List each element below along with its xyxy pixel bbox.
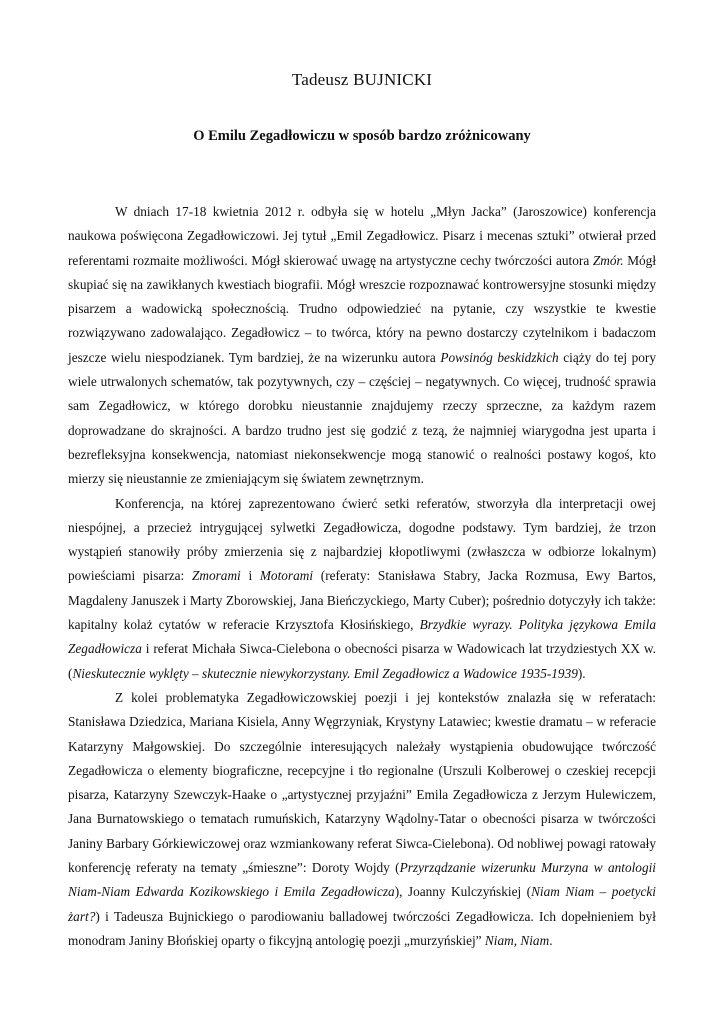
text-run: . xyxy=(549,932,553,948)
text-run: Z kolei problematyka Zegadłowiczowskiej poezji i jej kontekstów znalazła się w referatach: Stanisława Dziedzica, Mariana Kisiela, Anny Węgrzyniak, Krystyny Latawiec; kwestie dramatu – w referacie Katarzyny Małgowskiej. Do szczególnie interesujących należały wystąpienia obudowujące twórczość Zegadłowicza o elementy biograficzne, recepcyjne i tło regionalne (Urszuli Kolberowej o czeskiej recepcji pisarza, Katarzyny Szewczyk-Haake o „artystycznej przyjaźni” Emila Zegadłowicza z Jerzym Hulewiczem, Jana Burnatowskiego o tematach rumuńskich, Katarzyny Wądolny-Tatar o obecności pisarza w twórczości Janiny Barbary Górkiewiczowej oraz wzmiankowany referat Siwca-Cielebona). Od nobliwej powagi ratowały konferencję referaty na tematy „śmieszne”: Doroty Wojdy ( xyxy=(68,689,656,876)
italic-text-run: Nieskutecznie wyklęty – skutecznie niewykorzystany. Emil Zegadłowicz a Wadowice 1935-1939 xyxy=(72,665,578,681)
italic-text-run: Niam Niam – poetycki żart? xyxy=(68,884,656,924)
text-run: ), Joanny Kulczyńskiej ( xyxy=(394,884,532,900)
italic-text-run: Zmór. xyxy=(592,252,624,268)
article-title: O Emilu Zegadłowiczu w sposób bardzo zróżnicowany xyxy=(193,128,531,144)
text-run: W dniach 17-18 kwietnia 2012 r. odbyła się w hotelu „Młyn Jacka” (Jaroszowice) konferencja naukowa poświęcona Zegadłowiczowi. Jej tytuł „Emil Zegadłowicz. Pisarz i mecenas sztuki” otwierał przed referentami rozmaite możliwości. Mógł skierować uwagę na artystyczne cechy twórczości autora xyxy=(68,204,656,268)
text-run: Konferencja, na której zaprezentowano ćwierć setki referatów, stworzyła dla interpretacji owej niespójnej, a przecież intrygującej sylwetki Zegadłowicza, dogodne podstawy. Tym bardziej, że trzon wystąpień stanowiły próby zmierzenia się z najbardziej kłopotliwymi (zwłaszcza w odbiorze lokalnym) powieściami pisarza: xyxy=(68,495,656,584)
text-run: ). xyxy=(577,665,586,681)
text-run: ) i Tadeusza Bujnickiego o parodiowaniu balladowej twórczości Zegadłowicza. Ich dopełnieniem był monodram Janiny Błońskiej oparty o fikcyjną antologię poezji „murzyńskiej” xyxy=(68,908,656,948)
text-run: (referaty: Stanisława Stabry, Jacka Rozmusa, Ewy Bartos, Magdaleny Januszek i Marty Zborowskiej, Jana Bieńczyckiego, Marty Cuber); pośrednio dotyczyły ich także: kapitalny kolaż cytatów w referacie Krzysztofa Kłosińskiego, xyxy=(68,568,656,633)
italic-text-run: Przyrządzanie wizerunku Murzyna w antologii Niam-Niam Edwarda Kozikowskiego i Emila Zegadłowicza xyxy=(68,860,656,900)
paragraph-2 xyxy=(68,492,656,686)
author-name: Tadeusz BUJNICKI xyxy=(291,70,433,89)
paragraph-3 xyxy=(68,686,656,953)
italic-text-run: Powsinóg beskidzkich xyxy=(440,349,559,365)
italic-text-run: Brzydkie wyrazy. Polityka językowa Emila Zegadłowicza xyxy=(68,617,656,657)
text-run: i xyxy=(240,568,260,584)
text-run: Mógł skupiać się na zawikłanych kwestiach biografii. Mógł wreszcie rozpoznawać kontrowersyjne stosunki między pisarzem a wadowicką społecznością. Trudno odpowiedzieć na pytanie, czy wszystkie te kwestie rozwiązywano zadowalająco. Zegadłowicz – to twórca, który na pewno dostarczy czytelnikom i badaczom jeszcze wielu niespodzianek. Tym bardziej, że na wizerunku autora xyxy=(68,252,657,365)
italic-text-run: Niam, Niam xyxy=(484,932,550,948)
italic-text-run: Motorami xyxy=(259,568,314,584)
italic-text-run: Zmorami xyxy=(191,568,241,584)
article-body xyxy=(68,200,656,953)
text-run: i referat Michała Siwca-Cielebona o obecności pisarza w Wadowicach lat trzydziestych XX w. ( xyxy=(68,641,656,681)
text-run: ciąży do tej pory wiele utrwalonych schematów, tak pozytywnych, czy – częściej – negatywnych. Co więcej, trudność sprawia sam Zegadłowicz, w którego dorobku nieustannie znajdujemy rzeczy sprzeczne, za każdym razem doprowadzane do skrajności. A bardzo trudno jest się godzić z tezą, że najmniej wiarygodna jest uparta i bezrefleksyjna konsekwencja, natomiast niekonsekwencje mogą stanowić o realności postawy kogoś, kto mierzy się nieustannie ze zmieniającym się światem zewnętrznym. xyxy=(68,349,656,487)
paragraph-1 xyxy=(68,200,656,492)
